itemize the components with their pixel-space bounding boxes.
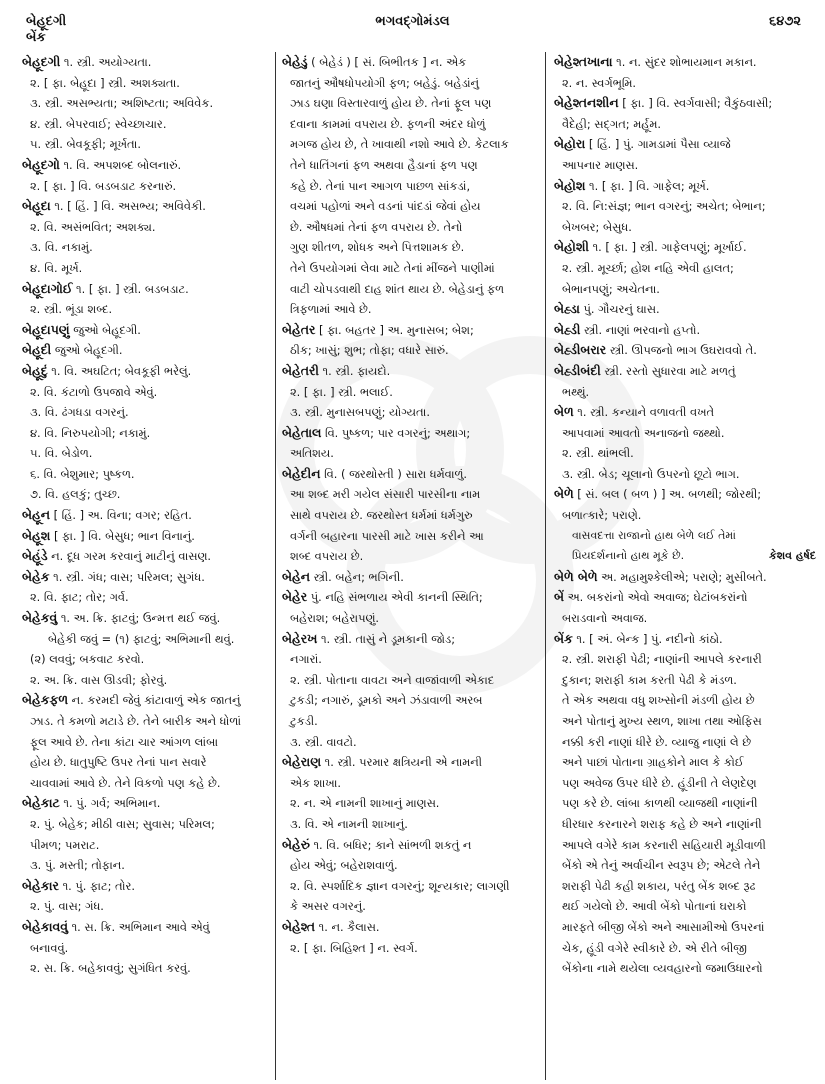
sense-line: ૨. સ્ત્રી. શરાફી પેઢી; નાણાંની આપલે કરનારી — [562, 652, 762, 667]
headword: બેહેરું — [282, 836, 310, 852]
sense-line: ૪. વિ. નિરુપયોગી; નકામું. — [30, 425, 151, 440]
definition-text: ૧. [ અં. બેન્ક ] પું. નદીનો કાંઠો. — [572, 631, 723, 646]
continuation-line: વાટી ચોપડવાથી દાહ શાંત થાય છે. બેહેડાનું ફળ — [290, 281, 505, 296]
dictionary-entry — [554, 93, 816, 114]
continuation-line: અતિશય. — [290, 446, 334, 461]
definition-text: [ હિં. ] પું. ગામડામાં પૈસા વ્યાજે — [585, 137, 731, 152]
continuation-line: જાતનું ઔષધોપયોગી ફળ; બહેડું. બહેડાંનું — [290, 75, 480, 90]
sense-line: ૨. વિ. નિ:સંજ્ઞ; ભાન વગરનું; અચેત; બેભાન; — [562, 199, 766, 214]
definition-text: [ સં. બલ ( બળ ) ] અ. બળથી; જોરથી; — [573, 487, 762, 502]
headword: બેહૂદાગોઈ — [22, 280, 73, 296]
headword: બેહ્ડા — [554, 301, 580, 317]
headword: બેહૂદગો — [22, 156, 60, 172]
dictionary-entry — [22, 340, 269, 361]
continuation-line: બળાત્કારે; પરાણે. — [562, 508, 642, 523]
dictionary-entry — [554, 176, 816, 197]
sense-line: ૨. વિ. કંટાળો ઉપજાવે એવું. — [30, 384, 158, 399]
definition-text: જુઓ બેહૂદગી. — [69, 322, 141, 337]
definition-text: વિ. પુષ્કળ; પાર વગરનું; અથાગ; — [321, 425, 471, 440]
continuation-line: વચમાં પહોળાં અને વડનાં પાંદડાં જેવાં હોય — [290, 199, 481, 214]
dictionary-entry — [554, 320, 816, 341]
dictionary-entry — [282, 752, 535, 773]
definition-text: ૧. પું. ગર્વ; અભિમાન. — [59, 796, 161, 811]
continuation-line: બનાવવું. — [30, 940, 69, 955]
continuation-line: ટુકડી. — [290, 714, 318, 728]
dictionary-entry — [22, 608, 269, 629]
definition-text: [ હિં. ] અ. વિના; વગર; રહિત. — [50, 508, 192, 523]
headword: બેહેદીન — [282, 465, 321, 481]
dictionary-entry — [22, 155, 269, 176]
definition-text: જુઓ બેહૂદગી. — [51, 343, 123, 358]
definition-text: સ્ત્રી. નાણાં ભરવાનો હપ્તો. — [580, 322, 701, 337]
sense-line: ૨. [ ફા. બેહૂદા ] સ્ત્રી. અશક્યતા. — [30, 75, 180, 90]
dictionary-entry — [22, 690, 269, 711]
dictionary-entry — [282, 567, 535, 588]
sense-line: ૨. સ્ત્રી. પોતાના વાવટા અને વાજાંવાળી એકાદ — [290, 672, 495, 687]
dictionary-entry — [22, 526, 269, 547]
definition-text: અ. મહામુશ્કેલીએ; પરાણે; મુસીબતે. — [597, 569, 767, 584]
sense-line: ૫. વિ. બેડોળ. — [30, 446, 93, 461]
continuation-line: ગુણ શીતળ, શોધક અને પિત્તશામક છે. — [290, 240, 465, 255]
continuation-line: કે અસર વગરનું. — [290, 899, 366, 914]
headword: બેહેકવું — [22, 610, 58, 626]
headword: બેહ્ડીબંદી — [554, 362, 601, 378]
continuation-line: શરાફી પેઢી કહી શકાય, પરંતુ બેંક શબ્દ રૂઢ — [562, 878, 756, 893]
continuation-line: ત્રિફળામાં આવે છે. — [290, 302, 372, 317]
sense-line: ૨. [ ફા. બિહિશ્ત ] ન. સ્વર્ગ. — [290, 940, 418, 955]
book-title: ભગવદ્ગોમંડલ — [375, 14, 450, 29]
headword: બેહૂંડે — [22, 548, 48, 564]
dictionary-entry — [22, 876, 269, 897]
sense-line: ૩. વિ. નકામું. — [30, 240, 93, 255]
headword: બેહેરાણ — [282, 754, 322, 770]
continuation-line: આ શબ્દ મરી ગયેલ સંસારી પારસીના નામ — [290, 487, 481, 502]
definition-text: ૧. સ્ત્રી. તાસું ને ડૂમકાની જોડ; — [317, 631, 456, 646]
continuation-line: છે. ઔષધમાં તેનાં ફળ વપરાય છે. તેનો — [290, 219, 463, 234]
dictionary-entry — [554, 629, 816, 650]
definition-text: [ ફા. ] વિ. બેસુધ; ભાન વિનાનું. — [50, 528, 195, 543]
definition-text: ૧. સ્ત્રી. પરમાર ક્ષત્રિયની એ નામની — [321, 755, 483, 770]
dictionary-entry — [554, 134, 816, 155]
sense-line: ૪. વિ. મૂર્ખ. — [30, 260, 83, 275]
continuation-line: પણ કરે છે. લાંબા કાળથી વ્યાજથી નાણાંની — [562, 796, 758, 811]
dictionary-entry — [22, 196, 269, 217]
headword: બેહૂદાપણું — [22, 321, 70, 337]
dictionary-entry — [22, 505, 269, 526]
citation-quote — [554, 526, 816, 547]
dictionary-entry — [22, 279, 269, 300]
dictionary-entry — [282, 52, 535, 73]
dictionary-entry — [22, 567, 269, 588]
continuation-line: પણ અવેજ ઉપર ધીરે છે. હૂંડીની તે લેણદેણ — [562, 775, 757, 790]
continuation-line: અને પાછાં પોતાના ગ્રાહકોને માલ કે કોઈ — [562, 755, 744, 770]
continuation-line: ફૂલ આવે છે. તેના કાંટા ચાર આંગળ લાંબા — [30, 734, 219, 749]
definition-text: ૧. [ ફા. ] વિ. ગાફેલ; મૂર્ખ. — [585, 178, 710, 193]
continuation-line: આપનાર માણસ. — [562, 157, 639, 172]
headword: બેહેશ્તનશીન — [554, 95, 619, 111]
continuation-line: ઝાડ. તે કમળો મટાડે છે. તેને બારીક અને ધોળાં — [30, 714, 242, 728]
definition-text: ૧. ન. સુંદર શોભાયમાન મકાન. — [612, 55, 757, 69]
dictionary-entry — [282, 835, 535, 856]
continuation-line: આપવામાં આવતો અનાજનો જથ્થો. — [562, 425, 725, 440]
guide-word-last: બેંક — [26, 30, 46, 45]
continuation-line: ઠીક; ખાસું; શુભ; તોફા; વધારે સારું. — [290, 343, 449, 358]
sense-line: ૩. વિ. ઢંગધડા વગરનું. — [30, 405, 129, 420]
headword: બેંક — [554, 630, 573, 646]
sense-line: ૩. વિ. એ નામની શાખાનું. — [290, 816, 408, 831]
definition-text: ૧. સ. ક્રિ. અભિમાન આવે એવું — [67, 919, 210, 934]
dictionary-entry — [554, 52, 816, 73]
continuation-line: પીમળ; પમરાટ. — [30, 837, 100, 852]
continuation-line: બેભાનપણું; અચેતના. — [562, 281, 660, 296]
continuation-line: બેખબર; બેસુધ. — [562, 219, 632, 234]
continuation-line: વૈદેહી; સદ્ગત; મર્હૂમ. — [562, 116, 662, 131]
definition-text: અ. બકરાંનો એવો અવાજ; ઘેટાંબકરાંનો — [563, 590, 748, 605]
dictionary-columns — [22, 52, 818, 1080]
dictionary-entry — [22, 546, 269, 567]
dictionary-entry — [282, 629, 535, 650]
headword: બેહેર — [282, 589, 308, 605]
sense-line: ૩. સ્ત્રી. વાવટો. — [290, 734, 357, 749]
definition-text: [ ફા. ] વિ. સ્વર્ગવાસી; વૈકુંઠવાસી; — [618, 96, 773, 111]
continuation-line: બરાડવાનો અવાજ. — [562, 611, 648, 626]
headword: બેહોશી — [554, 239, 589, 255]
headword: બેહેકાટ — [22, 795, 60, 811]
headword: બેહ્ડી — [554, 321, 581, 337]
column-2 — [275, 52, 545, 1080]
quote-text: પ્રિયદર્શનાનો હાથ મૂકે છે. — [572, 549, 685, 563]
headword: બેહેક — [22, 568, 50, 584]
headword: બેહોરા — [554, 136, 586, 152]
dictionary-entry — [282, 361, 535, 382]
sense-line: ૨. સ્ત્રી. ભૂંડા શબ્દ. — [30, 302, 113, 317]
definition-text: ૧. અ. ક્રિ. ફાટવું; ઉન્મત્ત થઈ જવું. — [57, 611, 221, 626]
continuation-line: થઈ ગયેલો છે. આવી બેંકો પોતાનાં ઘરાકો — [562, 899, 747, 914]
continuation-line: નગારાં. — [290, 652, 322, 667]
headword: બેહૂદા — [22, 198, 51, 214]
sense-line: ૪. સ્ત્રી. બેપરવાઈ; સ્વેચ્છાચાર. — [30, 116, 167, 131]
continuation-line: ચેક, હૂંડી વગેરે સ્વીકારે છે. એ રીતે બીજી — [562, 940, 747, 955]
continuation-line: તેને ધાતિંગનાં ફળ અથવા હૈડાનાં ફળ પણ — [290, 157, 478, 172]
headword: બેહેરખ — [282, 630, 318, 646]
dictionary-entry — [554, 237, 816, 258]
definition-text: પું. ગૌચરનું ઘાસ. — [579, 302, 660, 317]
continuation-line: દવાના કામમાં વપરાય છે. ફળની અંદર ધોળું — [290, 116, 486, 131]
sense-line: ૨. સ્ત્રી. થાંભલી. — [562, 446, 634, 461]
continuation-line: કહે છે. તેનાં પાન આગળ પાછળ સાંકડાં, — [290, 178, 471, 193]
dictionary-entry — [282, 464, 535, 485]
sense-line: ૨. [ ફા. ] સ્ત્રી. ભલાઈ. — [290, 384, 393, 399]
sense-line: ૭. વિ. હલકું; તુચ્છ. — [30, 487, 121, 502]
continuation-line: ઝાડ ઘણા વિસ્તારવાળું હોય છે. તેનાં ફૂલ પણ — [290, 96, 492, 111]
definition-text: સ્ત્રી. રસ્તો સુધારવા માટે મળતું — [600, 363, 736, 378]
continuation-line: ધીરધાર કરનારને શરાફ કહે છે અને નાણાંની — [562, 816, 762, 831]
continuation-line: આપલે વગેરે કામ કરનારી સહિયારી મૂડીવાળી — [562, 837, 766, 852]
definition-text: ૧. પું. ફાટ; તોર. — [58, 878, 135, 893]
quote-source: કેશવ હર્ષદ — [768, 549, 816, 563]
sense-line: ૨. સ્ત્રી. મૂર્ચ્છા; હોશ નહિ એવી હાલત; — [562, 260, 734, 275]
sense-line: ૨. ન. સ્વર્ગભૂમિ. — [562, 75, 637, 90]
column-1 — [22, 52, 275, 1080]
definition-text: ન. દૂધ ગરમ કરવાનું માટીનું વાસણ. — [47, 549, 212, 564]
sense-line: ૨. અ. ક્રિ. વાસ ઊડવી; ફોરવું. — [30, 672, 168, 687]
definition-text: ૧. વિ. અઘટિત; બેવકૂફી ભરેલું. — [47, 363, 192, 378]
sense-line: ૨. [ ફા. ] વિ. બડબડાટ કરનારું. — [30, 178, 177, 193]
headword: બેહેન — [282, 568, 310, 584]
sense-line: ૨. ન. એ નામની શાખાનું માણસ. — [290, 796, 440, 811]
continuation-line: ટુકડી; નગારું, ડૂમકો અને ઝંડાવાળી અરબ — [290, 693, 483, 708]
continuation-line: બેંકો એ તેનું અર્વાચીન સ્વરૂપ છે; એટલે તેને — [562, 858, 761, 873]
dictionary-entry — [554, 402, 816, 423]
definition-text: વિ. ( જરથોસ્તી ) સારા ધર્મવાળું. — [320, 466, 468, 481]
continuation-line: હોય એવું; બહેરાશવાળું. — [290, 858, 398, 873]
dictionary-entry — [22, 793, 269, 814]
definition-text: ૧. સ્ત્રી. કન્યાને વળાવતી વખતે — [573, 405, 715, 420]
sense-line: ૩. પું. મસ્તી; તોફાન. — [30, 858, 125, 873]
continuation-line: દુકાન; શરાફી કામ કરતી પેઢી કે મંડળ. — [562, 672, 737, 687]
continuation-line: શબ્દ વપરાય છે. — [290, 549, 364, 564]
continuation-line: ભથ્થું. — [562, 384, 590, 399]
headword: બેહેશ્તખાના — [554, 54, 613, 69]
definition-text: ૧. [ હિં. ] વિ. અસભ્ય; અવિવેકી. — [50, 199, 206, 214]
dictionary-entry — [22, 52, 269, 73]
dictionary-entry — [554, 299, 816, 320]
continuation-line: તેને ઉપયોગમાં લેવા માટે તેનાં મીંજને પાણીમાં — [290, 260, 495, 275]
sense-line: ૨. વિ. ફાટ; તોર; ગર્વ. — [30, 590, 129, 605]
dictionary-entry — [554, 587, 816, 608]
dictionary-entry — [282, 423, 535, 444]
continuation-line: તે એક અથવા વધુ શખ્સોની મંડળી હોય છે — [562, 693, 755, 708]
dictionary-entry — [554, 361, 816, 382]
continuation-line: અને પોતાનું મુખ્ય સ્થળ, શાખા તથા ઓફિસ — [562, 714, 762, 728]
sense-line: ૩. સ્ત્રી. મુનાસબપણું; યોગ્યતા. — [290, 405, 430, 420]
dictionary-entry — [554, 567, 816, 588]
definition-text: ૧. સ્ત્રી. અયોગ્યતા. — [60, 55, 152, 69]
dictionary-entry — [554, 484, 816, 505]
headword: બેળે બેળે — [554, 568, 598, 584]
headword: બેહોશ — [554, 177, 586, 193]
headword: બેહેતાલ — [282, 424, 322, 440]
continuation-line: (૨) લવવું; બકવાટ કરવો. — [30, 652, 145, 667]
column-3 — [545, 52, 818, 1080]
dictionary-entry — [282, 587, 535, 608]
continuation-line: મારફતે બીજી બેંકો અને આસામીઓ ઉપરનાં — [562, 919, 765, 934]
continuation-line: બેંકોના નામે થયેલા વ્યવહારનો જમાઉધારનો — [562, 961, 763, 976]
definition-text: ૧. ન. કૈલાસ. — [315, 919, 380, 934]
citation-quote — [554, 546, 816, 567]
continuation-line: એક શાખા. — [290, 775, 342, 790]
definition-text: સ્ત્રી. ઊપજનો ભાગ ઉઘરાવવો તે. — [606, 343, 757, 358]
sense-line: ૨. વિ. સ્પર્શાદિક જ્ઞાન વગરનું; શૂન્યકાર; લાગણી — [290, 878, 510, 893]
definition-text: સ્ત્રી. બહેન; ભગિની. — [310, 569, 404, 584]
page-number: ૬૪૭૨ — [768, 14, 801, 29]
quote-text: વાસવદત્તા રાજાનો હાથ બેળે લઈ તેમાં — [572, 528, 736, 542]
continuation-line: ચાવવામાં આવે છે. તેને વિકળો પણ કહે છે. — [30, 775, 221, 790]
headword: બેં — [554, 589, 564, 605]
continuation-line: મગજ હોય છે, તે ખાવાથી નશો આવે છે. કેટલાક — [290, 137, 509, 152]
headword: બેહ્ડીબરાર — [554, 342, 607, 358]
headword: બેહેકફળ — [22, 692, 69, 708]
sense-line: ૩. સ્ત્રી. અસભ્યતા; અશિષ્ટતા; અવિવેક. — [30, 96, 214, 111]
definition-text: ૧. વિ. બધિર; કાને સાંભળી શકતું ન — [309, 837, 472, 852]
continuation-line: બહેરાશ; બહેરાપણું. — [290, 611, 380, 626]
headword: બેહૂદી — [22, 342, 52, 358]
headword: બેહેતર — [282, 321, 316, 337]
definition-text: [ ફા. બહતર ] અ. મુનાસબ; બેશ; — [315, 322, 474, 337]
sense-line: ૨. પું. બેહેક; મીઠી વાસ; સુવાસ; પરિમલ; — [30, 816, 215, 831]
definition-text: ન. કરમદી જેવું કાંટાવાળું એક જાતનું — [68, 693, 241, 708]
definition-text: ૧. [ ફા. ] સ્ત્રી. બડબડાટ. — [72, 281, 189, 296]
sense-line: ૩. સ્ત્રી. બેડ; ચૂલાનો ઉપરનો છૂટો ભાગ. — [562, 466, 740, 481]
headword: બેહેકાવવું — [22, 918, 68, 934]
continuation-line: હોય છે. ધાતુપુષ્ટિ ઉપર તેનાં પાન સવારે — [30, 755, 207, 770]
sense-line: ૨. પું. વાસ; ગંધ. — [30, 899, 104, 914]
dictionary-entry — [282, 917, 535, 938]
definition-text: ૧. સ્ત્રી. ગંધ; વાસ; પરિમલ; સુગંધ. — [49, 569, 205, 584]
headword: બેહેતરી — [282, 362, 319, 378]
guide-word-first: બેહૂદગી — [26, 14, 67, 29]
sense-line: ૨. વિ. અસંભવિત; અશક્ય. — [30, 219, 156, 234]
continuation-line: સાથે વપરાય છે. જરથોસ્ત ધર્મમાં ધર્મગુરુ — [290, 508, 473, 523]
headword: બેહેકાર — [22, 877, 59, 893]
sense-line: ૫. સ્ત્રી. બેવકૂફી; મૂર્ખતા. — [30, 137, 141, 152]
dictionary-entry — [22, 361, 269, 382]
continuation-line: વર્ગની બહારના પારસી માટે ખાસ કરીને આ — [290, 528, 484, 543]
definition-text: ( બેહેડં ) [ સં. બિભીતક ] ન. એક — [307, 55, 467, 69]
definition-text: ૧. વિ. અપશબ્દ બોલનારું. — [59, 157, 182, 172]
continuation-line: નક્કી કરી નાણાં ધીરે છે. વ્યાજુ નાણાં લે છે — [562, 734, 752, 749]
dictionary-entry — [554, 340, 816, 361]
definition-text: પું. નહિ સંભળાય એવી કાનની સ્થિતિ; — [307, 590, 483, 605]
running-head — [0, 8, 825, 48]
headword: બેહેશ્ત — [282, 918, 316, 934]
headword: બેહૂદગી — [22, 54, 61, 69]
headword: બેહેડું — [282, 54, 308, 69]
headword: બેળે — [554, 486, 574, 502]
definition-text: ૧. [ ફા. ] સ્ત્રી. ગાફેલપણું; મૂર્ખાઈ. — [588, 240, 747, 255]
dictionary-entry — [22, 917, 269, 938]
headword: બેહૂશ — [22, 527, 51, 543]
definition-text: ૧. સ્ત્રી. ફાયદો. — [318, 363, 391, 378]
headword: બેહૂદું — [22, 362, 48, 378]
dictionary-entry — [282, 320, 535, 341]
dictionary-entry — [22, 320, 269, 341]
sense-line: ૬. વિ. બેશુમાર; પુષ્કળ. — [30, 466, 135, 481]
headword: બેળ — [554, 404, 574, 420]
sense-line: ૨. સ. ક્રિ. બહેકાવવું; સુગંધિત કરવું. — [30, 961, 191, 976]
headword: બેહૂન — [22, 507, 50, 523]
continuation-line: બેહેકી જવું = (૧) ફાટવું; અભિમાની થવું. — [48, 631, 235, 646]
